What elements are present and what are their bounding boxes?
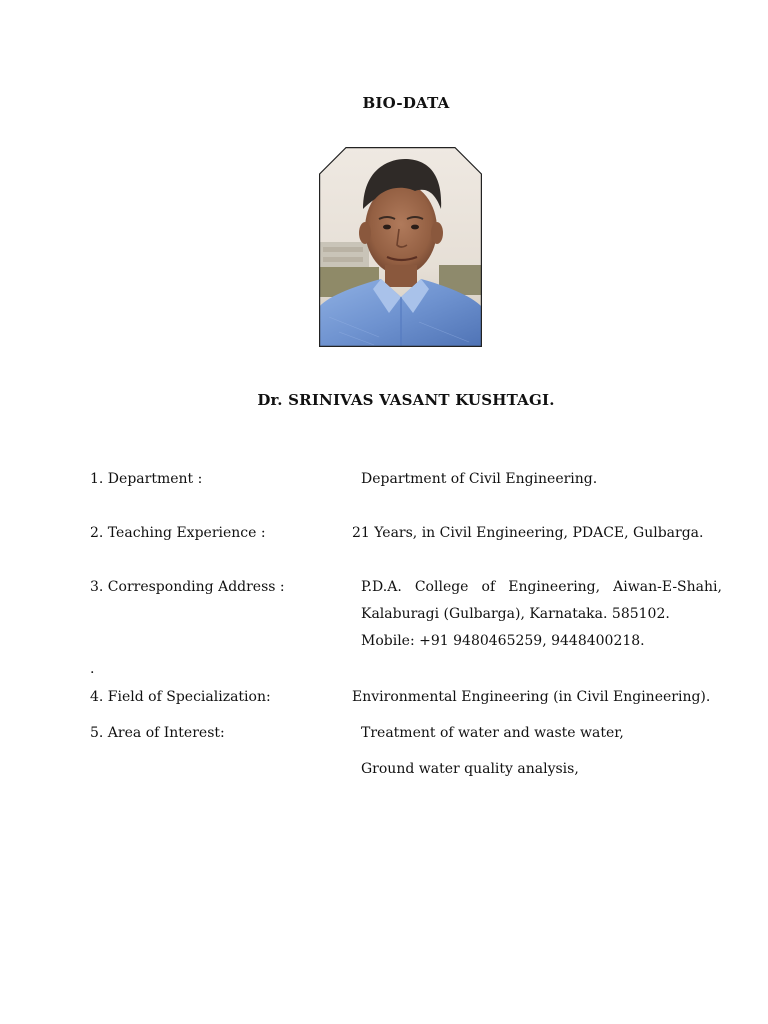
- department-label: 1. Department :: [90, 471, 203, 487]
- address-label: 3. Corresponding Address :: [90, 579, 285, 595]
- mobile-number: Mobile: +91 9480465259, 9448400218.: [361, 633, 645, 649]
- teaching-experience-value: 21 Years, in Civil Engineering, PDACE, Gulbarga.: [352, 525, 704, 541]
- address-word: of: [481, 579, 496, 595]
- address-line-1: [361, 574, 722, 601]
- document-title: BIO-DATA: [362, 94, 450, 112]
- specialization-value: Environmental Engineering (in Civil Engineering).: [352, 689, 711, 705]
- teaching-experience-label: 2. Teaching Experience :: [90, 525, 266, 541]
- profile-photo: [319, 147, 482, 347]
- address-line-2: Kalaburagi (Gulbarga), Karnataka. 585102.: [361, 606, 670, 622]
- area-of-interest-item: Ground water quality analysis,: [361, 761, 579, 777]
- specialization-label: 4. Field of Specialization:: [90, 689, 271, 705]
- area-of-interest-label: 5. Area of Interest:: [90, 725, 225, 741]
- person-name: Dr. SRINIVAS VASANT KUSHTAGI.: [257, 391, 555, 409]
- address-word: College: [414, 579, 469, 595]
- department-value: Department of Civil Engineering.: [361, 471, 598, 487]
- address-word: P.D.A.: [361, 579, 402, 595]
- area-of-interest-item: Treatment of water and waste water,: [361, 725, 624, 741]
- address-word: Aiwan-E-Shahi,: [613, 579, 722, 595]
- address-word: Engineering,: [508, 579, 601, 595]
- stray-dot: .: [90, 661, 95, 677]
